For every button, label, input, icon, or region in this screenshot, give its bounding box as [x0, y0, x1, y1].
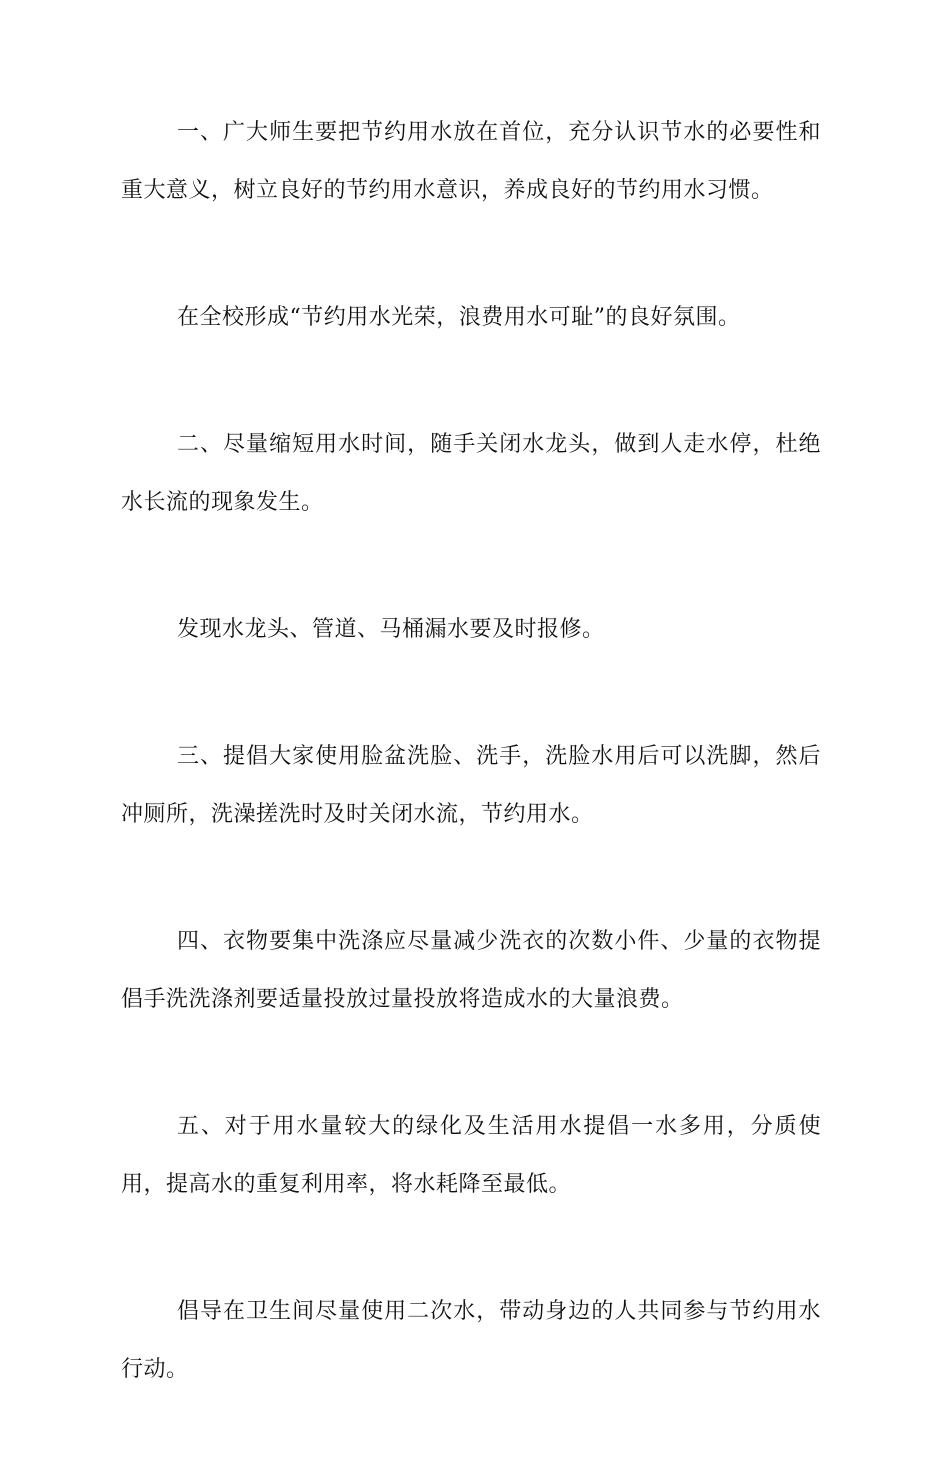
paragraph-3: 二、尽量缩短用水时间，随手关闭水龙头，做到人走水停，杜绝水长流的现象发生。 [121, 432, 821, 515]
paragraph-1: 一、广大师生要把节约用水放在首位，充分认识节水的必要性和重大意义，树立良好的节约用水意识，养成良好的节约用水习惯。 [121, 120, 821, 203]
paragraph-5: 三、提倡大家使用脸盆洗脸、洗手，洗脸水用后可以洗脚，然后冲厕所，洗澡搓洗时及时关闭水流，节约用水。 [121, 744, 821, 827]
document-body [121, 104, 821, 1468]
paragraph-2: 在全校形成“节约用水光荣，浪费用水可耻”的良好氛围。 [177, 305, 741, 330]
paragraph-4: 发现水龙头、管道、马桶漏水要及时报修。 [177, 617, 605, 642]
paragraph-8: 倡导在卫生间尽量使用二次水，带动身边的人共同参与节约用水行动。 [121, 1299, 821, 1382]
paragraph-6: 四、衣物要集中洗涤应尽量减少洗衣的次数小件、少量的衣物提倡手洗洗涤剂要适量投放过量投放将造成水的大量浪费。 [121, 929, 821, 1012]
paragraph-7: 五、对于用水量较大的绿化及生活用水提倡一水多用，分质使用，提高水的重复利用率，将水耗降至最低。 [121, 1114, 821, 1197]
